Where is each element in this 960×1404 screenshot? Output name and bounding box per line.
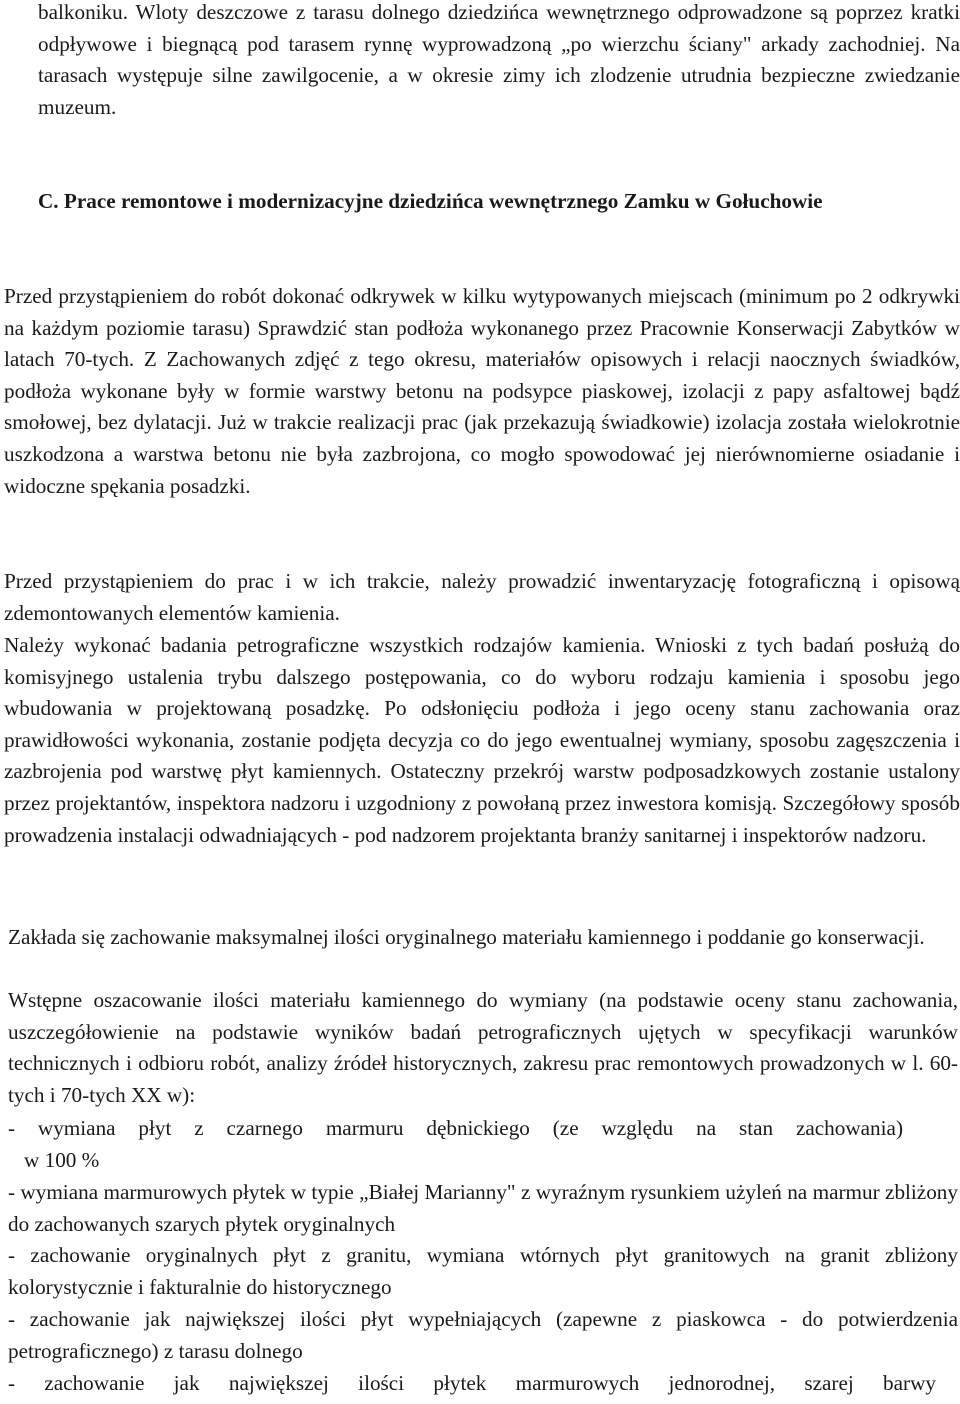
list-item-granite: - zachowanie oryginalnych płyt z granitu, wymiana wtórnych płyt granitowych na granit zbliżony kolorystycznie i fakturalnie do historycznego [8,1243,958,1299]
list-item-grey-marble: - zachowanie jak największej ilości płytek marmurowych jednorodnej, szarej barwy [8,1371,936,1395]
intro-paragraph: balkoniku. Wloty deszczowe z tarasu dolnego dziedzińca wewnętrznego odprowadzone są poprzez kratki odpływowe i biegnącą pod tarasem rynnę wyprowadzoną „po wierzchu ściany" arkady zachodniej. Na tarasach występuje silne zawilgocenie, a w okresie zimy ich zlodzenie utrudnia bezpieczne zwiedzanie muzeum. [38,0,960,119]
list-item-black-marble: - wymiana płyt z czarnego marmuru dębnickiego (ze względu na stan zachowania) [8,1116,903,1140]
list-item-sandstone: - zachowanie jak największej ilości płyt wypełniających (zapewne z piaskowca - do potwierdzenia petrograficznego) z tarasu dolnego [8,1307,958,1363]
list-item-black-marble-cont: w 100 % [24,1148,100,1172]
paragraph-conservation: Zakłada się zachowanie maksymalnej ilości oryginalnego materiału kamiennego i poddanie go konserwacji. [8,925,925,949]
paragraph-estimate: Wstępne oszacowanie ilości materiału kamiennego do wymiany (na podstawie oceny stanu zachowania, uszczegółowienie na podstawie wyników badań petrograficznych ujętych w specyfikacji warunków technicznych i odbioru robót, analizy źródeł historycznych, zakresu prac remontowych prowadzonych w l. 60-tych i 70-tych XX w): [8,988,958,1107]
paragraph-petrographic: Należy wykonać badania petrograficzne wszystkich rodzajów kamienia. Wnioski z tych badań posłużą do komisyjnego ustalenia trybu dalszego postępowania, co do wyboru rodzaju kamienia i sposobu jego wbudowania w projektowaną posadzkę. Po odsłonięciu podłoża i jego oceny stanu zachowania oraz prawidłowości wykonania, zostanie podjęta decyzja co do jego ewentualnej wymiany, sposobu zagęszczenia i zazbrojenia pod warstwę płyt kamiennych. Ostateczny przekrój warstw podposadzkowych zostanie ustalony przez projektantów, inspektora nadzoru i uzgodniony z powołaną przez inwestora komisją. Szczegółowy sposób prowadzenia instalacji odwadniających - pod nadzorem projektanta branży sanitarnej i inspektorów nadzoru. [4,633,960,847]
paragraph-inventory: Przed przystąpieniem do prac i w ich trakcie, należy prowadzić inwentaryzację fotograficzną i opisową zdemontowanych elementów kamienia. [4,569,960,625]
section-heading: C. Prace remontowe i modernizacyjne dziedzińca wewnętrznego Zamku w Gołuchowie [38,189,823,213]
list-item-white-marianna: - wymiana marmurowych płytek w typie „Białej Marianny" z wyraźnym rysunkiem użyleń na marmur zbliżony do zachowanych szarych płytek oryginalnych [8,1180,958,1236]
paragraph-uncovering: Przed przystąpieniem do robót dokonać odkrywek w kilku wytypowanych miejscach (minimum po 2 odkrywki na każdym poziomie tarasu) Sprawdzić stan podłoża wykonanego przez Pracownie Konserwacji Zabytków w latach 70-tych. Z Zachowanych zdjęć z tego okresu, materiałów opisowych i relacji naocznych świadków, podłoża wykonane były w formie warstwy betonu na podsypce piaskowej, izolacji z papy asfaltowej bądź smołowej, bez dylatacji. Już w trakcie realizacji prac (jak przekazują świadkowie) izolacja została wielokrotnie uszkodzona a warstwa betonu nie była zazbrojona, co mogło spowodować jej nierównomierne osiadanie i widoczne spękania posadzki. [4,284,960,498]
